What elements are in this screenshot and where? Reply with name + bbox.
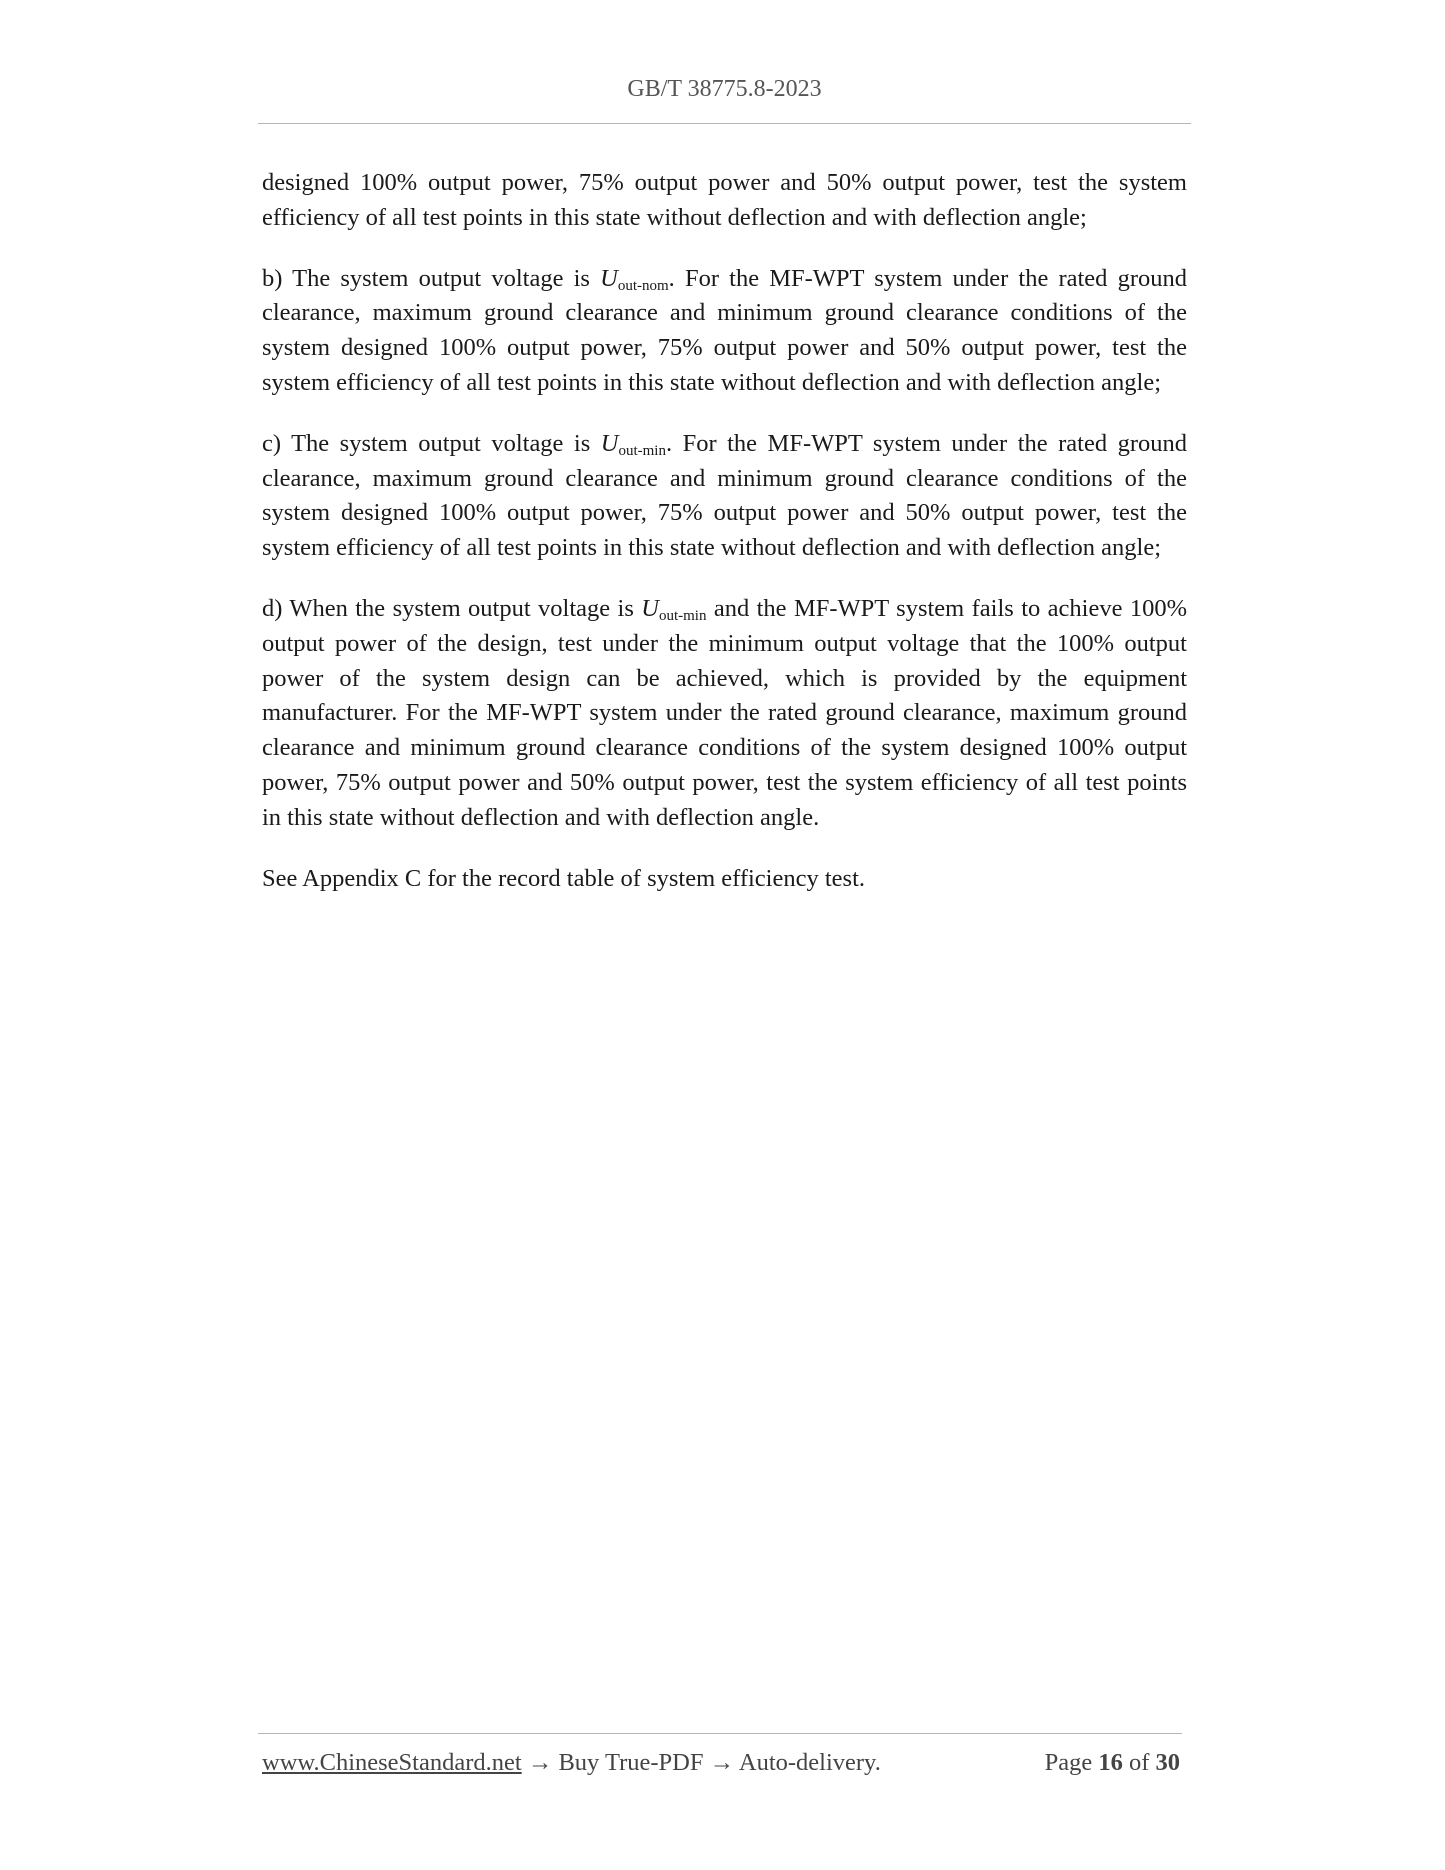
arrow-right-icon: → [527, 1749, 553, 1776]
item-d-text-start: d) When the system output voltage is [262, 594, 642, 622]
header-divider [258, 123, 1191, 124]
item-b-text-end: . For the MF-WPT system under the rated ground clearance, maximum ground clearance and minimum ground clearance conditions of the system designed 100% output power, 75% output power and 50% output power, test the system efficiency of all test points in this state without deflection and with deflection angle; [262, 264, 1187, 396]
page-body [262, 166, 1187, 922]
arrow-right-icon: → [709, 1749, 735, 1776]
total-pages: 30 [1155, 1749, 1180, 1776]
paragraph-item-d [262, 592, 1187, 836]
document-header-title: GB/T 38775.8-2023 [627, 76, 822, 102]
site-link[interactable]: www.ChineseStandard.net [262, 1749, 522, 1776]
page-number [1045, 1749, 1180, 1777]
voltage-symbol: U [600, 429, 619, 457]
item-b-text-start: b) The system output voltage is [262, 264, 601, 292]
paragraph-appendix-reference: See Appendix C for the record table of system efficiency test. [262, 864, 866, 892]
paragraph-item-b [262, 262, 1187, 401]
of-label: of [1128, 1749, 1150, 1776]
voltage-subscript: out-nom [617, 277, 669, 294]
paragraph-continuation: designed 100% output power, 75% output power and 50% output power, test the system efficiency of all test points in this state without deflection and with deflection angle; [262, 169, 1187, 231]
item-c-text-start: c) The system output voltage is [262, 429, 601, 457]
current-page: 16 [1098, 1749, 1123, 1776]
voltage-symbol: U [600, 264, 618, 292]
item-d-text-end: and the MF-WPT system fails to achieve 100% output power of the design, test under the minimum output voltage that the 100% output power of the system design can be achieved, which is provided by the equipment manufacturer. For the MF-WPT system under the rated ground clearance, maximum ground clearance and minimum ground clearance conditions of the system designed 100% output power, 75% output power and 50% output power, test the system efficiency of all test points in this state without deflection and with deflection angle. [262, 594, 1187, 831]
voltage-subscript: out-min [658, 607, 707, 624]
footer-divider [258, 1733, 1182, 1734]
page-label: Page [1044, 1749, 1093, 1776]
voltage-symbol: U [641, 594, 659, 622]
auto-delivery-text: Auto-delivery. [738, 1749, 881, 1776]
item-c-text-end: . For the MF-WPT system under the rated ground clearance, maximum ground clearance and minimum ground clearance conditions of the system designed 100% output power, 75% output power and 50% output power, test the system efficiency of all test points in this state without deflection and with deflection angle; [262, 429, 1187, 562]
buy-pdf-text: Buy True-PDF [558, 1749, 704, 1776]
footer-links [262, 1749, 881, 1777]
paragraph-item-c [262, 427, 1187, 566]
voltage-subscript: out-min [618, 442, 666, 459]
